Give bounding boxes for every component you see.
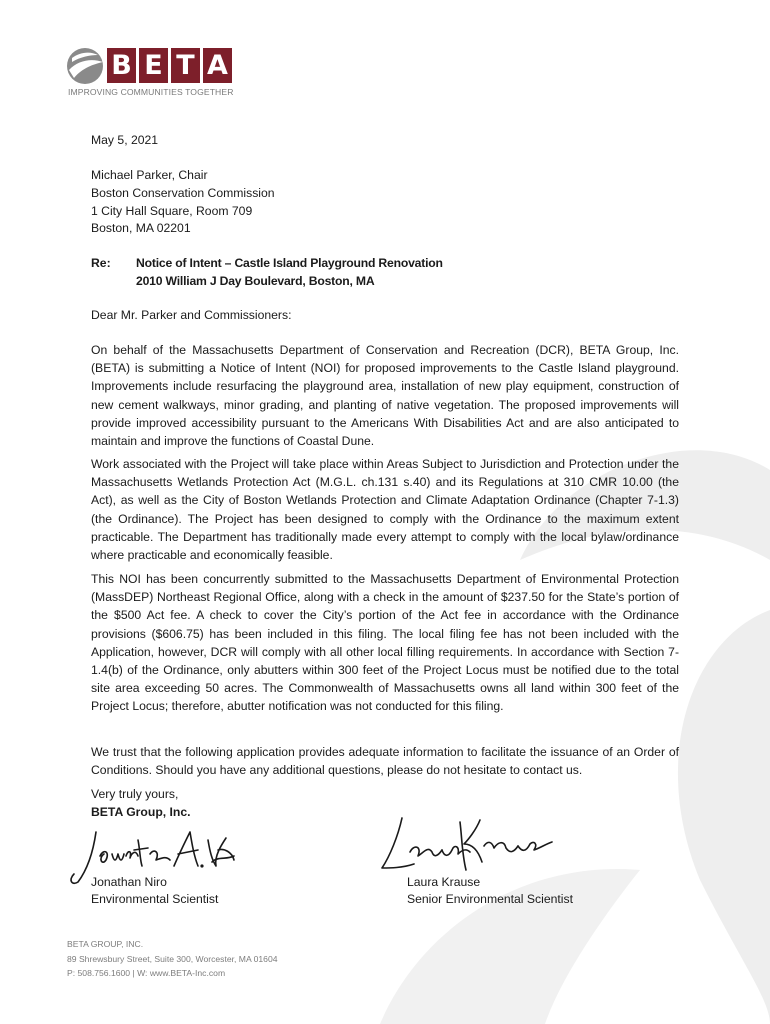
logo-letter: A bbox=[203, 48, 232, 83]
recipient-line: Boston Conservation Commission bbox=[91, 186, 275, 200]
salutation: Dear Mr. Parker and Commissioners: bbox=[91, 308, 292, 322]
subject-label: Re: bbox=[91, 256, 111, 270]
logo-letter: E bbox=[139, 48, 168, 83]
signature-laura-krause bbox=[376, 812, 556, 878]
body-paragraph: Work associated with the Project will take place within Areas Subject to Jurisdiction and Protection under the Massachusetts Wetlands Protection Act (M.G.L. ch.131 s.40) and its Regulations at 310 CMR 10.00 (the Act), as well as the City of Boston Wetlands Protection and Climate Adaptation Ordinance (Chapter 7-1.3) (the Ordinance). The Project has been designed to comply with the Ordinance to the maximum extent practicable. The Department has traditionally made every attempt to comply with the local bylaw/ordinance where practicable and economically feasible. bbox=[91, 457, 679, 563]
signatory-name: Laura Krause bbox=[407, 875, 481, 889]
subject-line: 2010 William J Day Boulevard, Boston, MA bbox=[136, 274, 375, 288]
signatory-name: Jonathan Niro bbox=[91, 875, 167, 889]
footer-company: BETA GROUP, INC. bbox=[67, 939, 144, 949]
logo-letter: T bbox=[171, 48, 200, 83]
recipient-line: 1 City Hall Square, Room 709 bbox=[91, 204, 253, 218]
letter-date: May 5, 2021 bbox=[91, 133, 159, 147]
signatory-title: Environmental Scientist bbox=[91, 892, 219, 906]
recipient-line: Boston, MA 02201 bbox=[91, 221, 191, 235]
footer-address: 89 Shrewsbury Street, Suite 300, Worcester, MA 01604 bbox=[67, 954, 278, 964]
footer-contact: P: 508.756.1600 | W: www.BETA-Inc.com bbox=[67, 968, 226, 978]
subject-line: Notice of Intent – Castle Island Playground Renovation bbox=[136, 256, 443, 270]
recipient-line: Michael Parker, Chair bbox=[91, 168, 208, 182]
closing: Very truly yours, bbox=[91, 787, 179, 801]
logo-tagline: IMPROVING COMMUNITIES TOGETHER bbox=[68, 87, 234, 97]
body-paragraph: This NOI has been concurrently submitted to the Massachusetts Department of Environmental Protection (MassDEP) Northeast Regional Office, along with a check in the amount of $237.50 for the State’s portion of the $500 Act fee. A check to cover the City’s portion of the Act fee in accordance with the Ordinance provisions ($606.75) has been included in this filing. The local filing fee has not been included with the Application, however, DCR will comply with all other local filling requirements. In accordance with Section 7-1.4(b) of the Ordinance, only abutters within 300 feet of the Project Locus must be notified due to the total site area exceeding 50 acres. The Commonwealth of Massachusetts owns all land within 300 feet of the Project Locus; therefore, abutter notification was not conducted for this filing. bbox=[91, 572, 679, 714]
body-paragraph: On behalf of the Massachusetts Department of Conservation and Recreation (DCR), BETA Group, Inc. (BETA) is submitting a Notice of Intent (NOI) for proposed improvements to the Castle Island playground. Improvements include resurfacing the playground area, installation of new play equipment, construction of new cement walkways, minor grading, and planting of native vegetation. The proposed improvements will provide improved accessibility pursuant to the Americans With Disabilities Act and are also anticipated to maintain and improve the functions of Coastal Dune. bbox=[91, 343, 679, 449]
logo-letter: B bbox=[107, 48, 136, 83]
company-name: BETA Group, Inc. bbox=[91, 805, 191, 819]
logo-globe-icon bbox=[66, 46, 104, 86]
body-paragraph: We trust that the following application provides adequate information to facilitate the issuance of an Order of Conditions. Should you have any additional questions, please do not hesitate to contact us. bbox=[91, 745, 679, 778]
beta-logo bbox=[66, 44, 236, 100]
signatory-title: Senior Environmental Scientist bbox=[407, 892, 573, 906]
